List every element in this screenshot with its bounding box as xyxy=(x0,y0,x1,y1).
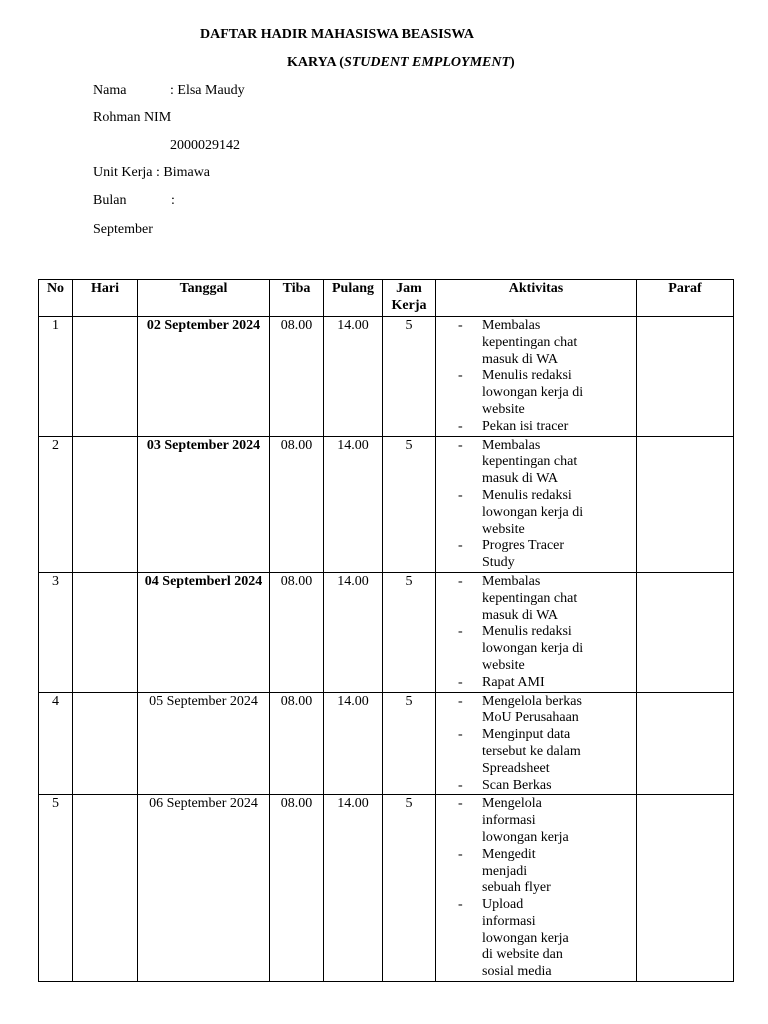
header-row xyxy=(39,280,734,317)
cell-aktivitas xyxy=(436,572,637,692)
cell-hari xyxy=(73,692,138,795)
cell-paraf xyxy=(637,572,734,692)
header-tiba: Tiba xyxy=(270,280,324,317)
activity-item xyxy=(436,694,602,728)
bulan-value: September xyxy=(93,222,153,237)
cell-pulang: 14.00 xyxy=(324,795,383,982)
header-pulang: Pulang xyxy=(324,280,383,317)
activity-item xyxy=(436,778,602,795)
bullet-dash: - xyxy=(458,693,463,709)
document-title: DAFTAR HADIR MAHASISWA BEASISWA xyxy=(200,27,474,42)
activity-item xyxy=(436,488,602,538)
cell-jam-kerja: 5 xyxy=(383,572,436,692)
nama-label: Nama xyxy=(93,83,127,98)
activity-text: Pekan isi tracer xyxy=(482,418,569,434)
table-row xyxy=(39,795,734,982)
bullet-dash: - xyxy=(458,846,463,862)
activity-text: Rapat AMI xyxy=(482,674,545,690)
bullet-dash: - xyxy=(458,624,463,640)
header-jam-kerja: Jam Kerja xyxy=(383,280,436,317)
nama-continuation: Rohman NIM xyxy=(93,110,172,125)
activity-item xyxy=(436,574,602,624)
cell-pulang: 14.00 xyxy=(324,572,383,692)
cell-jam-kerja: 5 xyxy=(383,317,436,437)
activity-item xyxy=(436,624,602,674)
activity-text: Scan Berkas xyxy=(482,777,552,793)
cell-jam-kerja: 5 xyxy=(383,692,436,795)
activity-item xyxy=(436,796,602,846)
cell-hari xyxy=(73,436,138,572)
activity-text: Mengelola informasi lowongan kerja xyxy=(482,796,569,845)
activity-text: Mengelola berkas MoU Perusahaan xyxy=(482,693,582,726)
activity-text: Progres Tracer Study xyxy=(482,538,565,571)
cell-tiba: 08.00 xyxy=(270,795,324,982)
bullet-dash: - xyxy=(458,674,463,690)
cell-tiba: 08.00 xyxy=(270,572,324,692)
cell-tanggal: 06 September 2024 xyxy=(138,795,270,982)
table-row xyxy=(39,692,734,795)
cell-tanggal: 03 September 2024 xyxy=(138,436,270,572)
nim-value: 2000029142 xyxy=(170,138,240,153)
activity-text: Menulis redaksi lowongan kerja di website xyxy=(482,368,584,417)
cell-no: 2 xyxy=(39,436,73,572)
activity-list xyxy=(436,318,636,436)
cell-paraf xyxy=(637,692,734,795)
activity-text: Membalas kepentingan chat masuk di WA xyxy=(482,318,578,367)
cell-aktivitas xyxy=(436,692,637,795)
header-tanggal: Tanggal xyxy=(138,280,270,317)
bullet-dash: - xyxy=(458,777,463,793)
cell-tiba: 08.00 xyxy=(270,436,324,572)
subtitle-italic: STUDENT EMPLOYMENT xyxy=(343,55,511,70)
activity-item xyxy=(436,419,602,436)
unit-kerja: Unit Kerja : Bimawa xyxy=(93,165,211,180)
activity-text: Upload informasi lowongan kerja di website dan sosial media xyxy=(482,897,569,980)
header-hari: Hari xyxy=(73,280,138,317)
table-row xyxy=(39,436,734,572)
cell-pulang: 14.00 xyxy=(324,692,383,795)
bullet-dash: - xyxy=(458,538,463,554)
cell-hari xyxy=(73,572,138,692)
table-row xyxy=(39,572,734,692)
activity-item xyxy=(436,675,602,692)
bullet-dash: - xyxy=(458,573,463,589)
header-paraf: Paraf xyxy=(637,280,734,317)
subtitle-suffix: ) xyxy=(510,55,515,70)
cell-tanggal: 04 Septemberl 2024 xyxy=(138,572,270,692)
cell-jam-kerja: 5 xyxy=(383,795,436,982)
cell-aktivitas xyxy=(436,436,637,572)
cell-jam-kerja: 5 xyxy=(383,436,436,572)
cell-tiba: 08.00 xyxy=(270,692,324,795)
bullet-dash: - xyxy=(458,897,463,913)
cell-no: 4 xyxy=(39,692,73,795)
activity-list xyxy=(436,694,636,795)
bullet-dash: - xyxy=(458,727,463,743)
cell-pulang: 14.00 xyxy=(324,317,383,437)
bullet-dash: - xyxy=(458,368,463,384)
header-no: No xyxy=(39,280,73,317)
bullet-dash: - xyxy=(458,418,463,434)
activity-item xyxy=(436,847,602,897)
activity-list xyxy=(436,438,636,572)
cell-paraf xyxy=(637,795,734,982)
nama-value: : Elsa Maudy xyxy=(170,83,245,98)
cell-tiba: 08.00 xyxy=(270,317,324,437)
cell-no: 1 xyxy=(39,317,73,437)
bulan-label: Bulan xyxy=(93,193,127,208)
cell-paraf xyxy=(637,436,734,572)
bullet-dash: - xyxy=(458,487,463,503)
activity-list xyxy=(436,796,636,981)
activity-item xyxy=(436,318,602,368)
table-row xyxy=(39,317,734,437)
cell-paraf xyxy=(637,317,734,437)
activity-text: Menginput data tersebut ke dalam Spreadsheet xyxy=(482,727,581,776)
bullet-dash: - xyxy=(458,796,463,812)
activity-text: Menulis redaksi lowongan kerja di website xyxy=(482,487,584,537)
activity-item xyxy=(436,368,602,418)
cell-hari xyxy=(73,317,138,437)
cell-no: 5 xyxy=(39,795,73,982)
cell-tanggal: 05 September 2024 xyxy=(138,692,270,795)
bulan-colon: : xyxy=(171,193,175,208)
cell-aktivitas xyxy=(436,795,637,982)
cell-no: 3 xyxy=(39,572,73,692)
subtitle-prefix: KARYA ( xyxy=(287,55,344,70)
activity-text: Mengedit menjadi sebuah flyer xyxy=(482,846,551,896)
cell-tanggal: 02 September 2024 xyxy=(138,317,270,437)
activity-item xyxy=(436,538,602,572)
activity-text: Membalas kepentingan chat masuk di WA xyxy=(482,573,578,623)
activity-text: Membalas kepentingan chat masuk di WA xyxy=(482,437,578,487)
cell-hari xyxy=(73,795,138,982)
activity-item xyxy=(436,897,602,981)
attendance-table xyxy=(38,279,734,982)
activity-text: Menulis redaksi lowongan kerja di website xyxy=(482,624,584,673)
cell-pulang: 14.00 xyxy=(324,436,383,572)
document-subtitle xyxy=(287,56,515,70)
bullet-dash: - xyxy=(458,318,463,333)
header-aktivitas: Aktivitas xyxy=(436,280,637,317)
bullet-dash: - xyxy=(458,437,463,453)
cell-aktivitas xyxy=(436,317,637,437)
activity-list xyxy=(436,574,636,692)
activity-item xyxy=(436,727,602,777)
activity-item xyxy=(436,438,602,488)
